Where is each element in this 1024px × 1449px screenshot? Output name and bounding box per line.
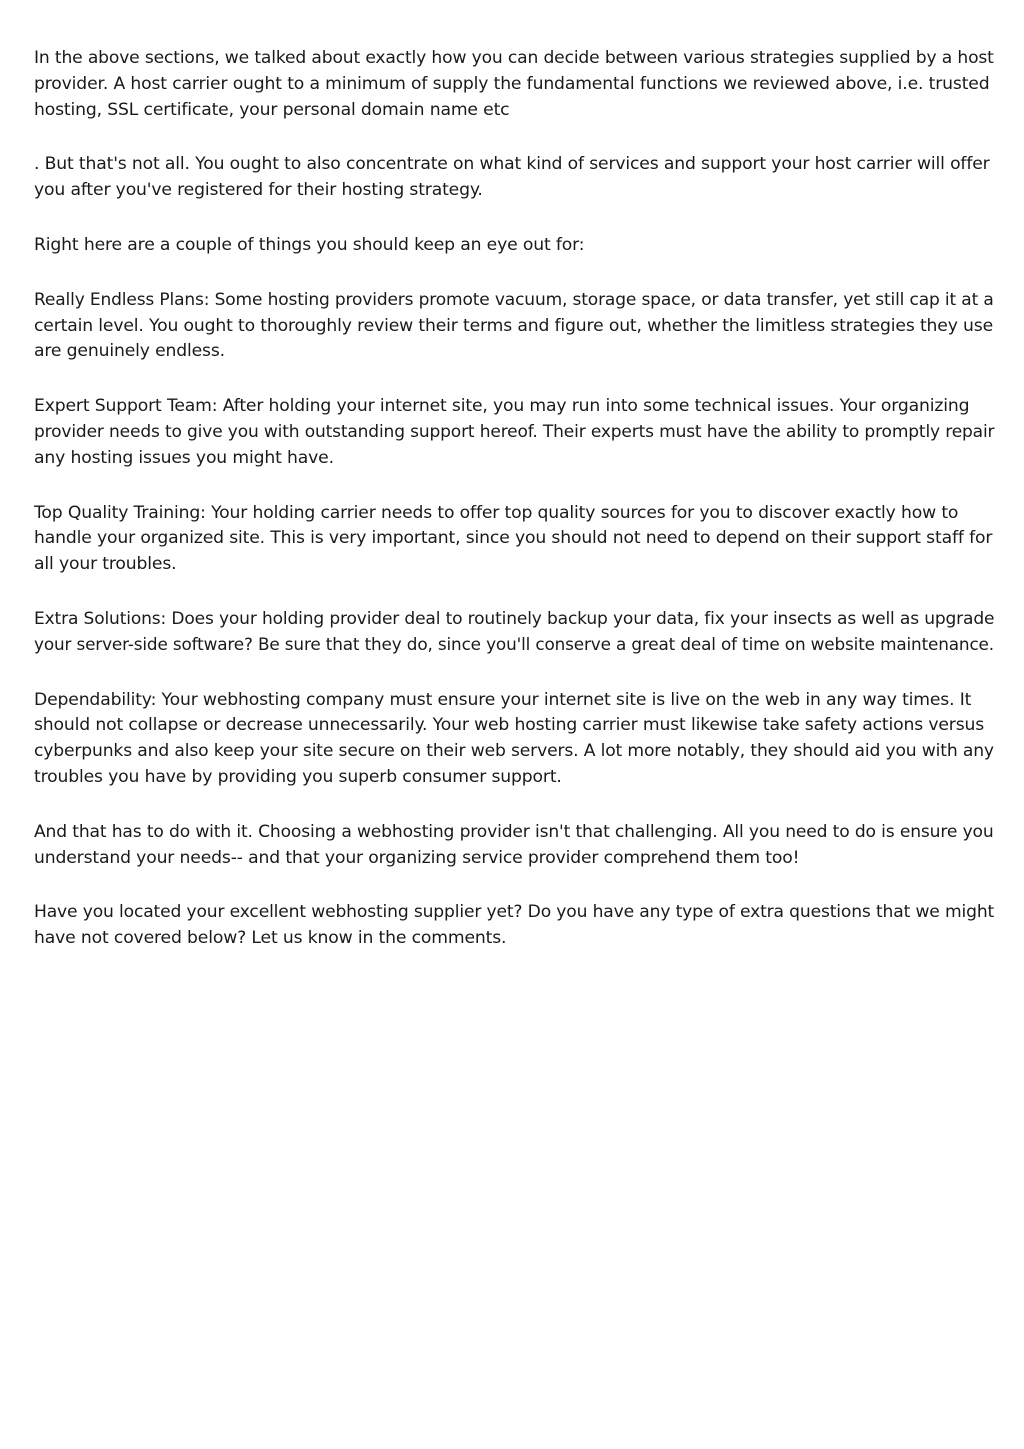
paragraph-things-to-watch xyxy=(34,233,994,259)
text-line: Dependability: Your webhosting company must ensure your internet site is live on the web in any way times. It xyxy=(34,689,972,710)
paragraph-extra-solutions xyxy=(34,607,994,659)
text-line: Right here are a couple of things you should keep an eye out for: xyxy=(34,234,585,255)
text-line: have not covered below? Let us know in the comments. xyxy=(34,928,507,949)
paragraph-conclusion xyxy=(34,820,994,872)
text-line: provider needs to give you with outstanding support hereof. Their experts must have the ability to promptly repair xyxy=(34,421,995,442)
paragraph-closing-question xyxy=(34,900,994,952)
text-line: Top Quality Training: Your holding carrier needs to offer top quality sources for you to discover exactly how to xyxy=(34,502,959,523)
paragraph-intro xyxy=(34,46,994,123)
text-line: understand your needs-- and that your organizing service provider comprehend them too! xyxy=(34,847,800,868)
paragraph-services xyxy=(34,152,994,204)
text-line: your server-side software? Be sure that they do, since you'll conserve a great deal of time on website maintenance. xyxy=(34,634,994,655)
text-line: any hosting issues you might have. xyxy=(34,447,334,468)
text-line: Have you located your excellent webhosting supplier yet? Do you have any type of extra questions that we might xyxy=(34,902,995,923)
paragraph-training xyxy=(34,501,994,578)
text-line: cyberpunks and also keep your site secure on their web servers. A lot more notably, they should aid you with any xyxy=(34,741,994,762)
text-line: . But that's not all. You ought to also concentrate on what kind of services and support your host carrier will offer xyxy=(34,154,990,175)
text-line: all your troubles. xyxy=(34,554,177,575)
text-line: you after you've registered for their hosting strategy. xyxy=(34,180,483,201)
text-line: should not collapse or decrease unnecessarily. Your web hosting carrier must likewise take safety actions versus xyxy=(34,715,985,736)
document-page xyxy=(34,46,994,981)
text-line: are genuinely endless. xyxy=(34,341,225,362)
text-line: Expert Support Team: After holding your internet site, you may run into some technical issues. Your organizing xyxy=(34,396,970,417)
paragraph-support-team xyxy=(34,394,994,471)
text-line: Really Endless Plans: Some hosting providers promote vacuum, storage space, or data transfer, yet still cap it at a xyxy=(34,289,994,310)
text-line: hosting, SSL certificate, your personal domain name etc xyxy=(34,99,510,120)
paragraph-endless-plans xyxy=(34,288,994,365)
text-line: troubles you have by providing you superb consumer support. xyxy=(34,766,562,787)
text-line: Extra Solutions: Does your holding provider deal to routinely backup your data, fix your insects as well as upgrade xyxy=(34,608,995,629)
text-line: And that has to do with it. Choosing a webhosting provider isn't that challenging. All you need to do is ensure you xyxy=(34,821,994,842)
text-line: handle your organized site. This is very important, since you should not need to depend on their support staff for xyxy=(34,528,993,549)
paragraph-dependability xyxy=(34,688,994,791)
text-line: certain level. You ought to thoroughly review their terms and figure out, whether the limitless strategies they use xyxy=(34,315,994,336)
text-line: In the above sections, we talked about exactly how you can decide between various strategies supplied by a host xyxy=(34,48,994,68)
text-line: provider. A host carrier ought to a minimum of supply the fundamental functions we reviewed above, i.e. trusted xyxy=(34,73,990,94)
